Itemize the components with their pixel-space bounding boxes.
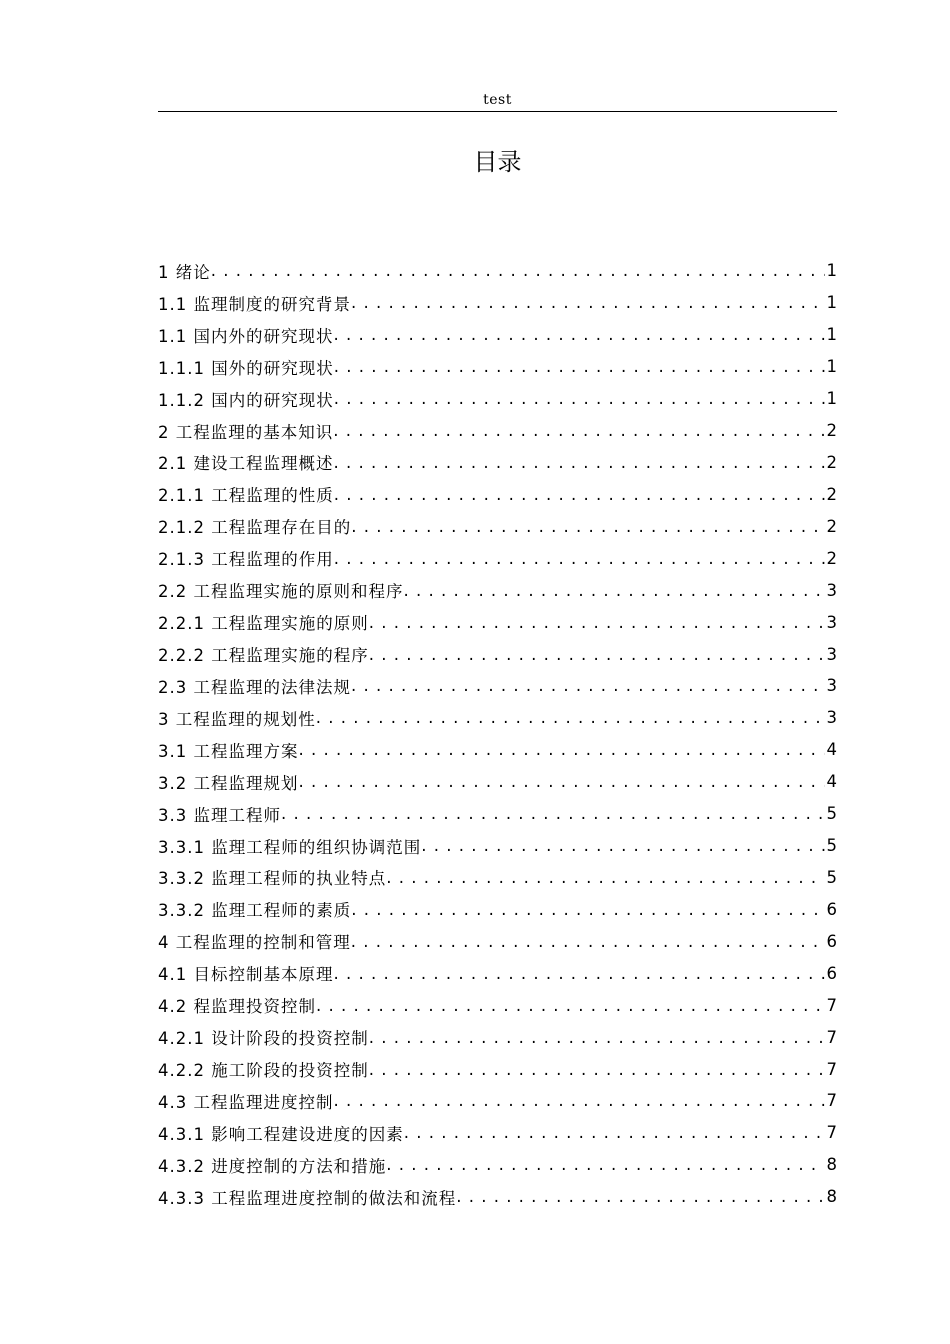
toc-dot-leader (211, 261, 825, 280)
toc-entry-page-number: 5 (826, 867, 837, 887)
toc-entry[interactable] (158, 989, 837, 1021)
toc-entry-page-number: 6 (826, 931, 837, 951)
toc-entry-label: 4.2.2 施工阶段的投资控制 (158, 1061, 369, 1080)
toc-dot-leader (369, 645, 825, 664)
toc-entry-page-number: 4 (826, 740, 837, 760)
page-header (158, 90, 837, 112)
toc-dot-leader (334, 357, 825, 376)
toc-entry[interactable] (158, 1149, 837, 1181)
toc-entry-label: 4.3.1 影响工程建设进度的因素 (158, 1124, 404, 1144)
toc-entry-label: 4.1 目标控制基本原理 (158, 965, 334, 985)
toc-dot-leader (333, 421, 824, 440)
toc-entry-label: 2.1.1 工程监理的性质 (158, 486, 334, 506)
toc-entry[interactable] (158, 542, 837, 574)
toc-entry-label: 3.1 工程监理方案 (158, 741, 299, 761)
toc-dot-leader (456, 1187, 824, 1206)
toc-title: 目录 (473, 148, 522, 176)
toc-entry-page-number: 3 (826, 644, 837, 664)
toc-entry-label: 3.3 监理工程师 (158, 805, 281, 825)
toc-entry[interactable] (158, 255, 837, 287)
toc-dot-leader (404, 1123, 825, 1142)
toc-entry-label: 4 工程监理的控制和管理 (158, 933, 351, 953)
toc-entry[interactable] (158, 287, 837, 319)
toc-entry-label: 3.3.1 监理工程师的组织协调范围 (158, 837, 422, 857)
toc-dot-leader (351, 517, 824, 536)
toc-entry-page-number: 7 (826, 1027, 837, 1047)
toc-entry-label: 1.1 监理制度的研究背景 (158, 294, 351, 314)
toc-entry-page-number: 2 (826, 548, 837, 568)
toc-entry[interactable] (158, 1181, 837, 1213)
toc-entry-label: 4.3.3 工程监理进度控制的做法和流程 (158, 1188, 457, 1208)
toc-entry[interactable] (158, 766, 837, 798)
toc-entry-label: 3.3.2 监理工程师的执业特点 (158, 869, 387, 889)
toc-entry-page-number: 3 (826, 580, 837, 600)
toc-entry-page-number: 5 (826, 804, 837, 824)
toc-entry-label: 3.3.2 监理工程师的素质 (158, 901, 352, 921)
toc-dot-leader (351, 932, 825, 951)
toc-entry-page-number: 1 (826, 261, 837, 281)
toc-entry-label: 4.3 工程监理进度控制 (158, 1092, 334, 1112)
toc-entry-page-number: 7 (826, 995, 837, 1015)
toc-entry-page-number: 7 (826, 1091, 837, 1111)
toc-entry[interactable] (158, 734, 837, 766)
toc-dot-leader (351, 676, 825, 695)
toc-entry-label: 4.3.2 进度控制的方法和措施 (158, 1156, 387, 1176)
toc-entry[interactable] (158, 830, 837, 862)
toc-entry[interactable] (158, 478, 837, 510)
header-text: test (483, 92, 512, 108)
toc-entry[interactable] (158, 957, 837, 989)
toc-dot-leader (334, 389, 825, 408)
toc-entry-page-number: 8 (826, 1187, 837, 1207)
toc-dot-leader (386, 868, 824, 887)
toc-dot-leader (316, 996, 825, 1015)
toc-entry[interactable] (158, 1085, 837, 1117)
toc-dot-leader (351, 900, 824, 919)
toc-entry[interactable] (158, 862, 837, 894)
toc-entry-label: 1.1.2 国内的研究现状 (158, 390, 334, 410)
toc-dot-leader (386, 1155, 824, 1174)
table-of-contents (158, 255, 837, 1213)
toc-entry-page-number: 8 (826, 1155, 837, 1175)
toc-entry-page-number: 1 (826, 293, 837, 313)
toc-entry-page-number: 1 (826, 357, 837, 377)
toc-entry-page-number: 5 (826, 836, 837, 856)
toc-entry-label: 2.3 工程监理的法律法规 (158, 677, 351, 697)
toc-entry-page-number: 2 (826, 452, 837, 472)
toc-entry[interactable] (158, 702, 837, 734)
toc-entry-label: 2.1 建设工程监理概述 (158, 454, 334, 474)
toc-entry[interactable] (158, 798, 837, 830)
toc-entry[interactable] (158, 415, 837, 447)
toc-dot-leader (299, 772, 825, 791)
toc-entry-label: 2.2.2 工程监理实施的程序 (158, 646, 369, 666)
toc-entry[interactable] (158, 1053, 837, 1085)
toc-entry[interactable] (158, 319, 837, 351)
toc-dot-leader (316, 708, 825, 727)
toc-dot-leader (421, 836, 824, 855)
toc-entry-label: 1.1 国内外的研究现状 (158, 326, 334, 346)
toc-entry-page-number: 6 (826, 963, 837, 983)
toc-entry[interactable] (158, 510, 837, 542)
toc-dot-leader (334, 549, 825, 568)
toc-dot-leader (404, 581, 825, 600)
toc-entry-page-number: 3 (826, 676, 837, 696)
toc-entry-label: 2.2 工程监理实施的原则和程序 (158, 582, 404, 602)
toc-dot-leader (369, 613, 825, 632)
toc-dot-leader (299, 740, 825, 759)
toc-dot-leader (334, 485, 825, 504)
toc-dot-leader (334, 1091, 825, 1110)
toc-entry-label: 2.1.2 工程监理存在目的 (158, 518, 352, 538)
toc-entry-label: 1 绪论 (158, 262, 211, 282)
toc-entry[interactable] (158, 574, 837, 606)
toc-entry-page-number: 3 (826, 708, 837, 728)
toc-entry-label: 3.2 工程监理规划 (158, 773, 299, 793)
toc-entry[interactable] (158, 925, 837, 957)
toc-entry-page-number: 2 (826, 421, 837, 441)
toc-dot-leader (369, 1028, 825, 1047)
toc-entry-label: 2.2.1 工程监理实施的原则 (158, 614, 369, 634)
toc-entry[interactable] (158, 893, 837, 925)
toc-entry[interactable] (158, 1021, 837, 1053)
toc-dot-leader (334, 964, 825, 983)
toc-entry-label: 3 工程监理的规划性 (158, 709, 316, 729)
toc-entry-page-number: 7 (826, 1123, 837, 1143)
toc-entry-page-number: 3 (826, 612, 837, 632)
toc-entry-page-number: 1 (826, 389, 837, 409)
toc-entry-page-number: 2 (826, 484, 837, 504)
toc-entry-page-number: 4 (826, 772, 837, 792)
toc-entry-page-number: 1 (826, 325, 837, 345)
toc-entry-label: 1.1.1 国外的研究现状 (158, 358, 334, 378)
toc-entry[interactable] (158, 638, 837, 670)
toc-dot-leader (351, 293, 825, 312)
toc-dot-leader (281, 804, 825, 823)
toc-entry-label: 2 工程监理的基本知识 (158, 422, 334, 442)
toc-entry-label: 2.1.3 工程监理的作用 (158, 550, 334, 570)
toc-entry[interactable] (158, 1117, 837, 1149)
toc-entry-page-number: 7 (826, 1059, 837, 1079)
toc-entry[interactable] (158, 447, 837, 479)
toc-entry[interactable] (158, 383, 837, 415)
toc-entry-page-number: 2 (826, 516, 837, 536)
toc-entry[interactable] (158, 606, 837, 638)
toc-dot-leader (334, 453, 825, 472)
toc-entry-label: 4.2.1 设计阶段的投资控制 (158, 1029, 369, 1049)
toc-entry[interactable] (158, 351, 837, 383)
toc-dot-leader (369, 1060, 825, 1079)
toc-dot-leader (334, 325, 825, 344)
toc-entry-label: 4.2 程监理投资控制 (158, 997, 316, 1017)
toc-entry[interactable] (158, 670, 837, 702)
toc-entry-page-number: 6 (826, 899, 837, 919)
